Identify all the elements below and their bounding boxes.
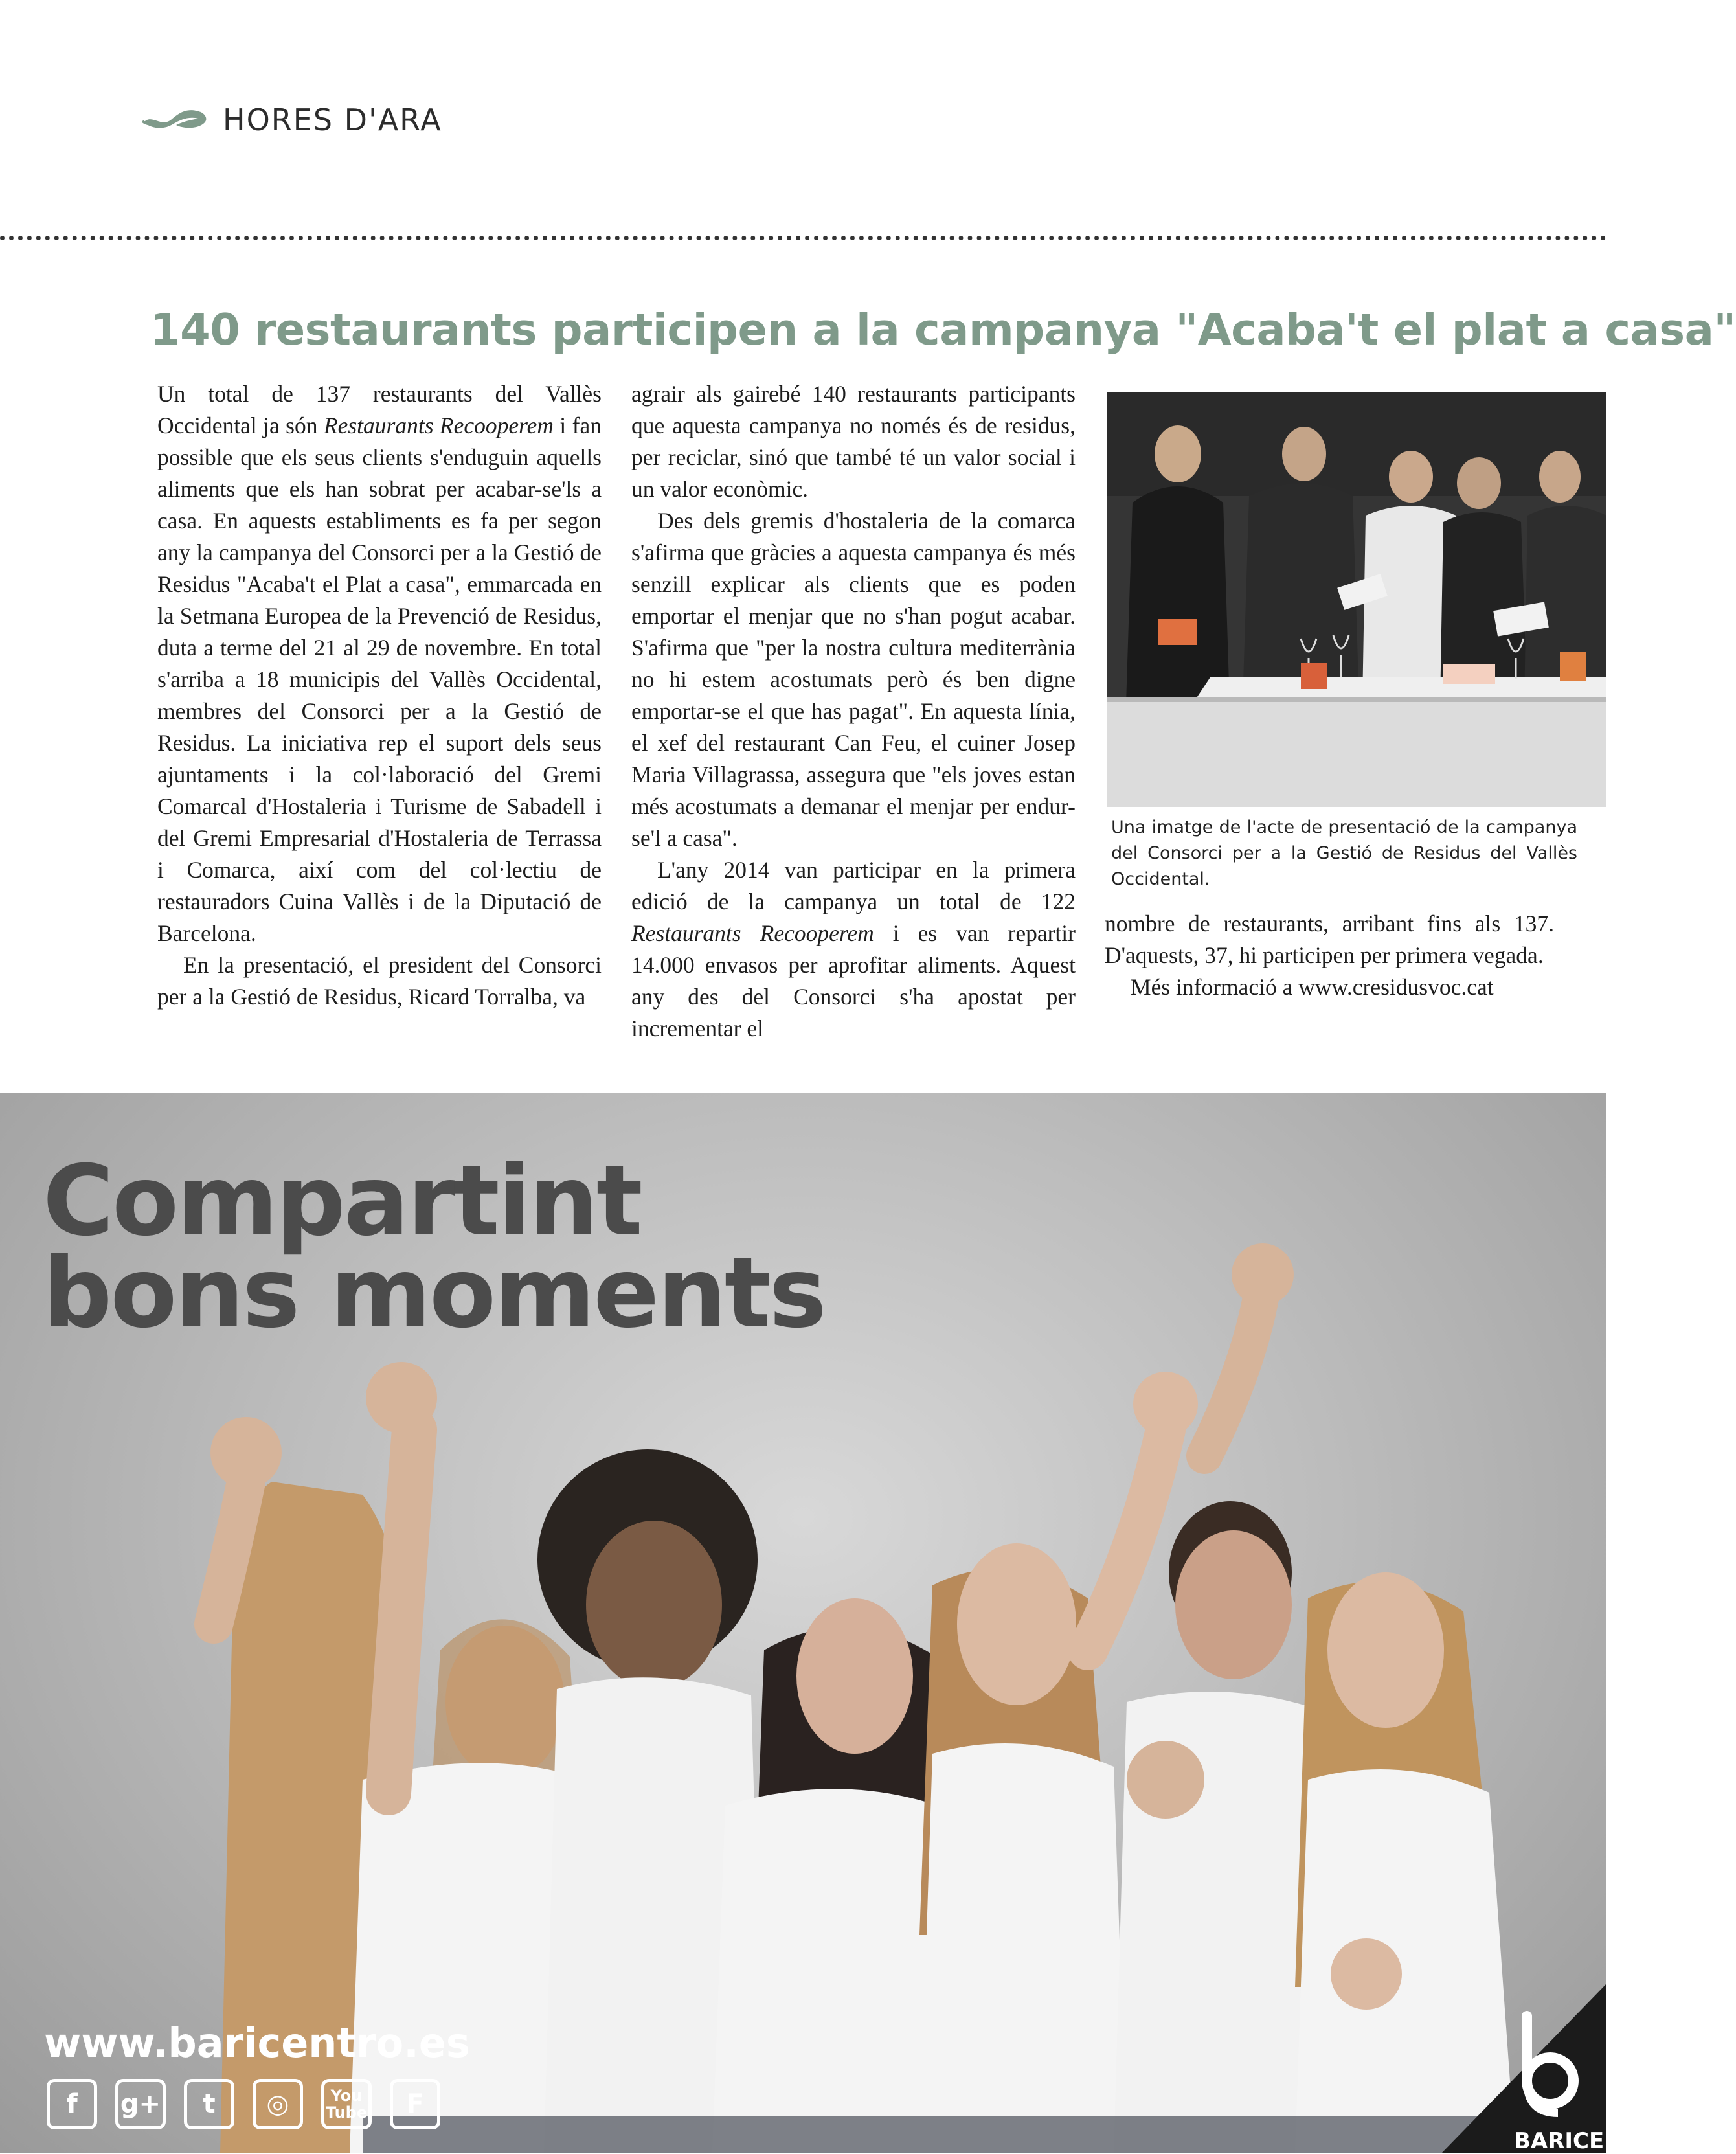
social-icons [47,2079,440,2129]
ad-website-link[interactable]: www.baricentro.es [44,2019,470,2067]
more-info-text: Més informació a www.cresidusvoc.cat [1131,974,1494,1000]
article-paragraph: agrair als gairebé 140 restaurants participants que aquesta campanya no només és de residus, per reciclar, sinó que també té un valor social i un valor econòmic. [631,381,1076,502]
section-title: HORES D'ARA [223,102,442,137]
article-paragraph: En la presentació, el president del Consorci per a la Gestió de Residus, Ricard Torralba, va [157,952,602,1010]
section-header [141,97,442,142]
article-headline: 140 restaurants participen a la campanya "Acaba't el plat a casa" [150,304,1736,355]
article-paragraph: L'any 2014 van participar en la primera edició de la campanya un total de 122 Restaurants Recooperem i es van repartir 14.000 envasos per aprofitar aliments. Aquest any des del Consorci s'ha apostat per incrementar el [631,857,1076,1041]
ad-headline-line-1: Compartint [43,1145,641,1258]
leaf-ornament-icon [141,102,211,138]
google-plus-icon[interactable]: g+ [115,2079,166,2129]
article-column-3 [1105,908,1554,1003]
article-paragraph: Des dels gremis d'hostaleria de la comarca s'afirma que gràcies a aquesta campanya és més senzill explicar als clients que es poden emportar el menjar que no s'han pogut acabar. S'afirma que "per la nostra cultura mediterrània no hi estem acostumats però és ben digne emportar-se el que has pagat". En aquesta línia, el xef del restaurant Can Feu, el cuiner Josep Maria Villagrassa, assegura que "els joves estan més acostumats a demanar el menjar per endur-se'l a casa". [631,508,1076,851]
presentation-photo [1107,392,1606,807]
ad-headline [43,1145,825,1350]
youtube-icon[interactable]: You Tube [321,2079,372,2129]
facebook-icon[interactable]: f [47,2079,97,2129]
advertisement [0,1093,1638,2154]
foursquare-icon[interactable]: F [390,2079,440,2129]
brand-name: BARICENT [1514,2128,1638,2154]
ad-headline-line-2: bons moments [43,1237,825,1350]
instagram-icon[interactable]: ◎ [253,2079,303,2129]
twitter-icon[interactable]: t [184,2079,234,2129]
article-paragraph: nombre de restaurants, arribant fins als 137. D'aquests, 37, hi participen per primera vegada. [1105,911,1554,968]
photo-caption: Una imatge de l'acte de presentació de la campanya del Consorci per a la Gestió de Residus del Vallès Occidental. [1111,817,1577,889]
article-column-2 [631,378,1076,1045]
article-column-1 [157,378,602,1013]
dotted-divider [0,236,1606,240]
article-paragraph: Un total de 137 restaurants del Vallès Occidental ja són Restaurants Recooperem i fan possible que els seus clients s'enduguin aquells aliments que els han sobrat per acabar-se'ls a casa. En aquests establiments es fa per segon any la campanya del Consorci per a la Gestió de Residus "Acaba't el Plat a casa", emmarcada en la Setmana Europea de la Prevenció de Residus, duta a terme del 21 al 29 de novembre. En total s'arriba a 18 municipis del Vallès Occidental, membres del Consorci per a la Gestió de Residus. La iniciativa rep el suport dels seus ajuntaments i la col·laboració del Gremi Comarcal d'Hostaleria i Turisme de Sabadell i del Gremi Empresarial d'Hostaleria de Terrassa i Comarca, així com del col·lectiu de restauradors Cuina Vallès i de la Diputació de Barcelona. [157,381,602,946]
